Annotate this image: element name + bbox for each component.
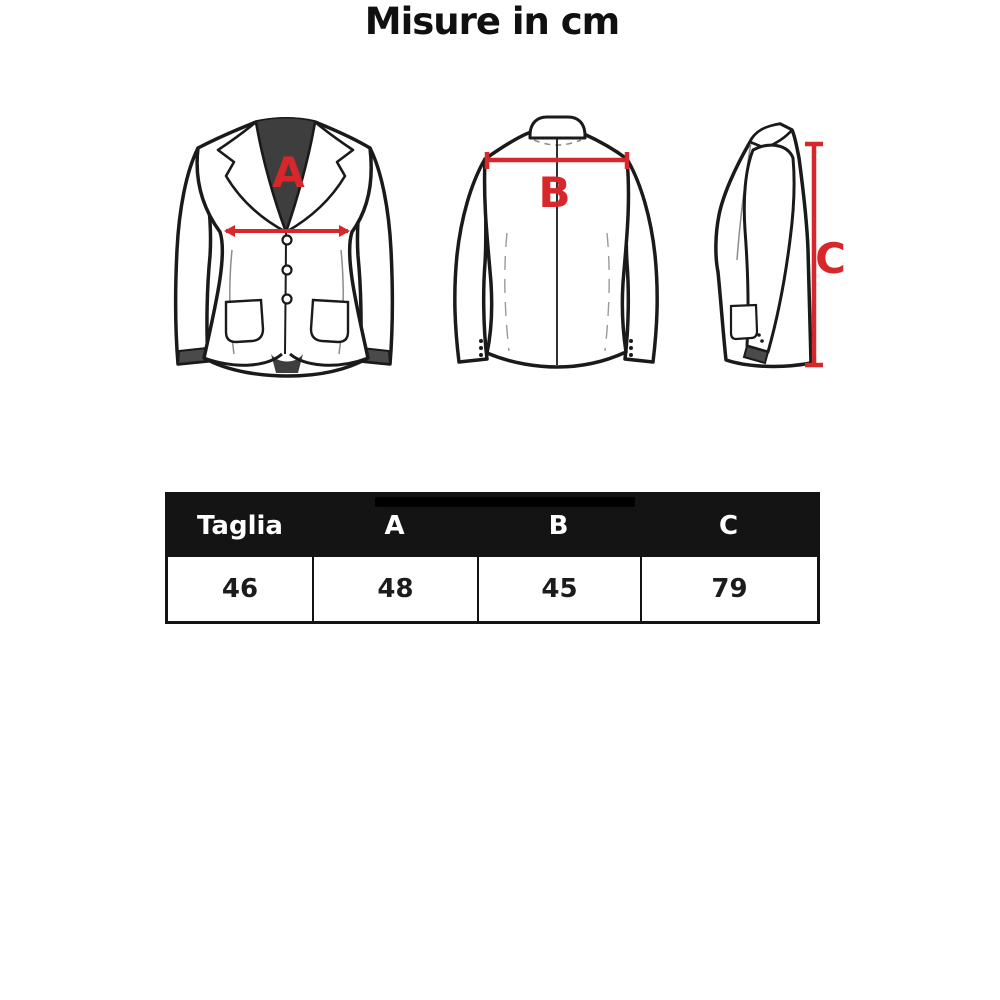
cell-taglia: 46 [221,574,259,604]
front-center-edge [285,232,286,354]
cell-c: 79 [640,557,817,621]
header-strip-decoration [375,497,635,507]
col-header-b: B [548,511,569,541]
back-left-sleeve [455,159,487,362]
back-collar [530,117,585,138]
col-header-a: A [384,511,405,541]
measure-label-a: A [272,148,304,197]
measure-label-c: C [815,234,845,283]
page-title: Misure in cm [364,0,620,43]
col-header-c: C [718,511,739,541]
size-table-row [168,557,817,621]
front-left-pocket [226,300,263,342]
front-right-pocket [311,300,348,342]
cell-b: 45 [477,557,640,621]
jacket-back-figure [435,113,675,378]
col-header-taglia: Taglia [197,511,283,541]
cell-a: 48 [312,557,477,621]
size-table-header [168,495,817,557]
measure-label-b: B [538,168,570,217]
size-table [165,492,820,624]
jacket-back-drawing [435,113,675,378]
side-pocket [731,305,757,339]
